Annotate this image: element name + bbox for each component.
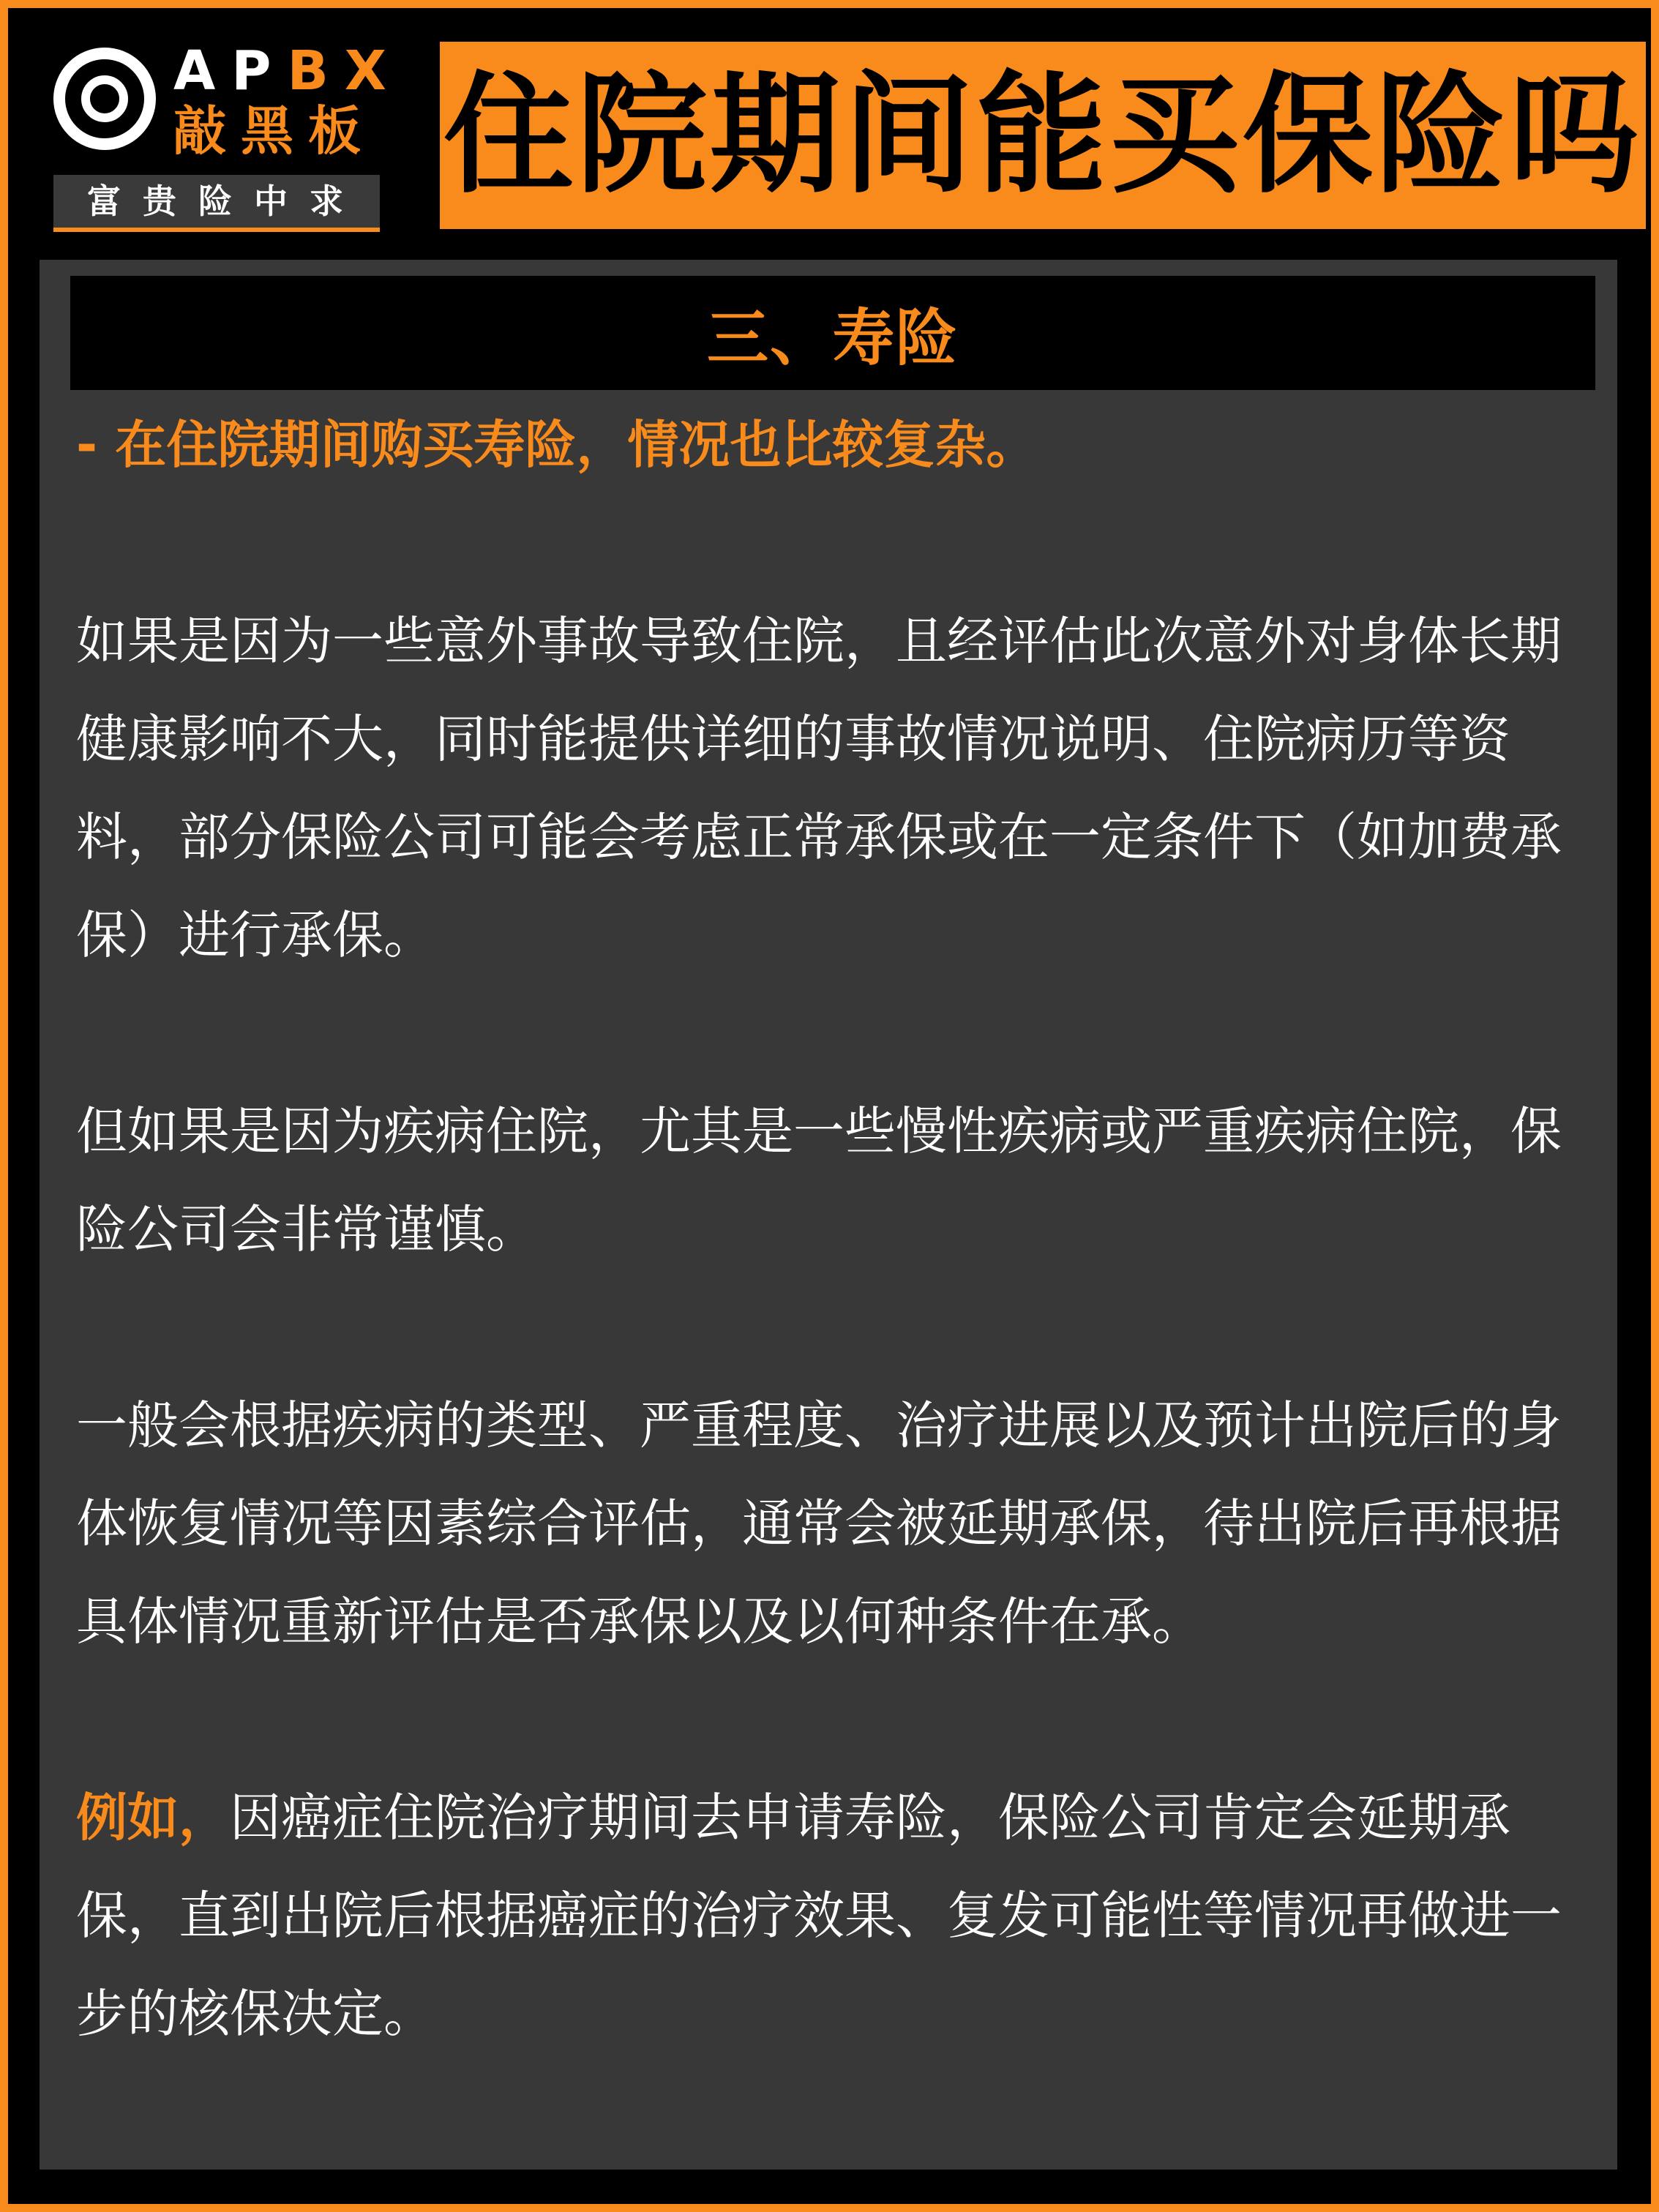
example-text: 因癌症住院治疗期间去申请寿险，保险公司肯定会延期承保，直到出院后根据癌症的治疗效果、复发可能性等情况再做进一步的核保决定。 xyxy=(76,1788,1562,2044)
article-body xyxy=(76,396,1562,2063)
brand-name: 敲黑板 xyxy=(173,100,376,162)
paragraph-assessment: 一般会根据疾病的类型、严重程度、治疗进展以及预计出院后的身体恢复情况等因素综合评估，通常会被延期承保，待出院后再根据具体情况重新评估是否承保以及以何种条件在承。 xyxy=(76,1395,1562,1651)
section-heading: 三、寿险 xyxy=(706,301,959,374)
lead-statement: - 在住院期间购买寿险，情况也比较复杂。 xyxy=(76,415,1038,475)
section-header xyxy=(70,276,1595,390)
title-banner xyxy=(440,42,1646,229)
brand-letters-orange: BX xyxy=(287,40,402,102)
brand-logo xyxy=(50,40,402,239)
paragraph-accident: 如果是因为一些意外事故导致住院，且经评估此次意外对身体长期健康影响不大，同时能提供详细的事故情况说明、住院病历等资料，部分保险公司可能会考虑正常承保或在一定条件下（如加费承保）进行承保。 xyxy=(76,611,1562,965)
brand-letters xyxy=(173,42,402,100)
brand-letters-white: AP xyxy=(173,40,288,102)
example-label: 例如， xyxy=(76,1788,230,1848)
paragraph-illness: 但如果是因为疾病住院，尤其是一些慢性疾病或严重疾病住院，保险公司会非常谨慎。 xyxy=(76,1101,1562,1259)
content-panel xyxy=(40,260,1617,2170)
ring-icon xyxy=(53,48,156,150)
paragraph-example xyxy=(76,1769,1562,2063)
brand-slogan: 富贵险中求 xyxy=(53,175,380,232)
page-title: 住院期间能买保险吗 xyxy=(443,59,1642,211)
